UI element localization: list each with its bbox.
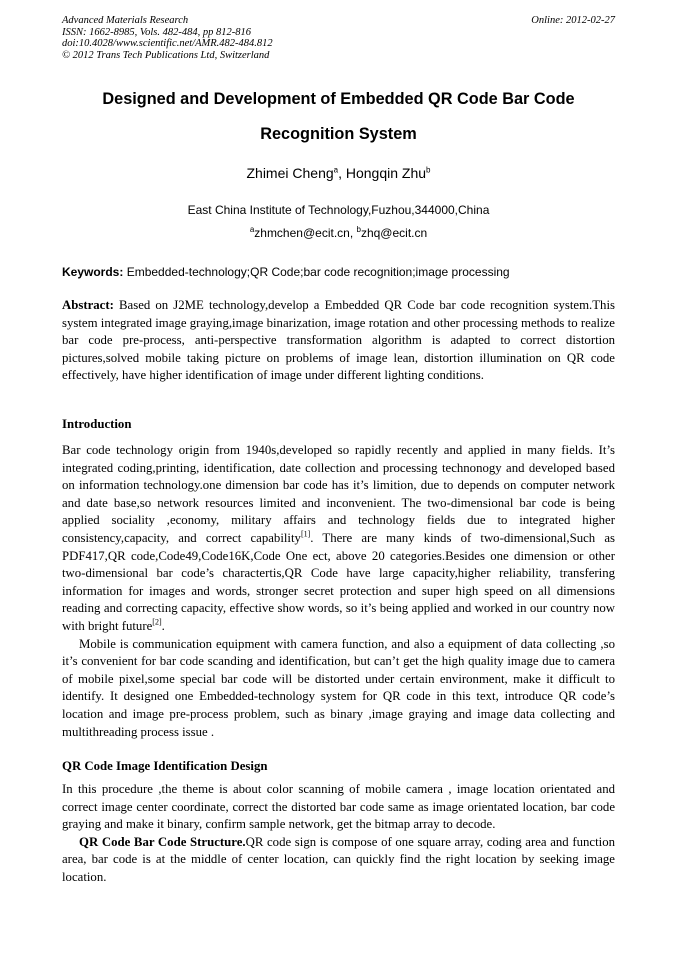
emails bbox=[62, 226, 615, 240]
abstract-text: Based on J2ME technology,develop a Embedded QR Code bar code recognition system.This system integrated image graying,image binarization, image rotation and other processing methods to realize bar code pre-process, anti-perspective transformation algorithm is adapted to correct distortion pictures,solved mobile taking picture on problems of image lean, distortion illumination on QR code effectively, have higher identification of image under different lighting conditions. bbox=[62, 298, 615, 383]
keywords bbox=[62, 265, 615, 279]
authors bbox=[62, 165, 615, 181]
citation-1: [1] bbox=[300, 529, 311, 539]
journal-header bbox=[62, 15, 273, 61]
citation-2: [2] bbox=[152, 617, 162, 627]
paper-title-line1: Designed and Development of Embedded QR Code Bar Code bbox=[102, 90, 575, 108]
intro-paragraph-1 bbox=[62, 442, 615, 636]
affiliation: East China Institute of Technology,Fuzhou,344000,China bbox=[187, 203, 490, 217]
email-a-mark: a bbox=[249, 225, 255, 234]
qr-structure-text: QR code sign is compose of one square array, coding area and function area, bar code is at the middle of center location, can quickly find the right location by seeking image location. bbox=[62, 834, 615, 884]
abstract-label: Abstract: bbox=[62, 298, 114, 312]
intro-p1-part-a: Bar code technology origin from 1940s,developed so rapidly recently and applied in many fields. It’s integrated coding,printing, identification, date collection and processing technonogy and developed based on information technology.one dimension bar code has it’s limition, due to depends on computer network and date base,so network resources limited and inconvenient. The two-dimensional bar code is being applied sociality ,economy, military affairs and technology fields due to integrated higher consistency,capacity, and correct capability bbox=[62, 443, 615, 545]
issn-line: ISSN: 1662-8985, Vols. 482-484, pp 812-816 bbox=[62, 26, 251, 38]
introduction-heading: Introduction bbox=[62, 417, 132, 431]
paper-title-line2: Recognition System bbox=[260, 125, 417, 143]
qr-section-heading: QR Code Image Identification Design bbox=[62, 759, 268, 773]
introduction-body bbox=[62, 442, 615, 741]
email-a: zhmchen@ecit.cn, bbox=[254, 226, 357, 240]
qr-paragraph-2 bbox=[62, 834, 615, 887]
author-separator: , bbox=[338, 165, 346, 181]
copyright-line: © 2012 Trans Tech Publications Ltd, Switzerland bbox=[62, 49, 270, 61]
keywords-text: Embedded-technology;QR Code;bar code recognition;image processing bbox=[123, 265, 510, 279]
author-1: Zhimei Cheng bbox=[246, 165, 334, 181]
qr-structure-label: QR Code Bar Code Structure. bbox=[79, 834, 246, 849]
author-2: Hongqin Zhu bbox=[345, 165, 427, 181]
qr-paragraph-1: In this procedure ,the theme is about color scanning of mobile camera , image location orientated and correct image center coordinate, correct the distorted bar code same as image orientated location, bar code graying and make it binary, confirm sample network, get the bitmap array to decode. bbox=[62, 782, 615, 832]
keywords-label: Keywords: bbox=[62, 265, 124, 279]
abstract bbox=[62, 297, 615, 385]
intro-p1-part-c: . bbox=[161, 618, 165, 633]
email-b: zhq@ecit.cn bbox=[360, 226, 428, 240]
qr-section-body bbox=[62, 781, 615, 887]
intro-p1-part-b: . There are many kinds of two-dimensional,Such as PDF417,QR code,Code49,Code16K,Code One ect, above 20 categories.Besides one dimension or other two-dimensional bar code’s charactertis,QR Code have large capacity,higher reliability, transfering information for images and words, stronger secret protection and super high speed on all dimensions reading and correcting capacity, effective show words, so it’s being applied and worked in our country now with bright future bbox=[62, 530, 615, 633]
journal-name: Advanced Materials Research bbox=[62, 15, 189, 26]
email-b-mark: b bbox=[356, 225, 361, 234]
online-date: Online: 2012-02-27 bbox=[531, 15, 615, 26]
intro-paragraph-2: Mobile is communication equipment with camera function, and also a equipment of data collecting ,so it’s convenient for bar code scanding and identification, but can’t get the high quality image due to camera of mobile pixel,some special bar code will be distorted under certain environment, make it difficult to identify. It designed one Embedded-technology system for QR code in this text, introduce QR code’s location and image pre-process problem, such as binary ,image graying and image data collecting and multithreading process issue . bbox=[62, 636, 615, 739]
doi-line: doi:10.4028/www.scientific.net/AMR.482-484.812 bbox=[62, 38, 273, 49]
author-1-affil-mark: a bbox=[333, 165, 339, 175]
author-2-affil-mark: b bbox=[426, 165, 431, 175]
